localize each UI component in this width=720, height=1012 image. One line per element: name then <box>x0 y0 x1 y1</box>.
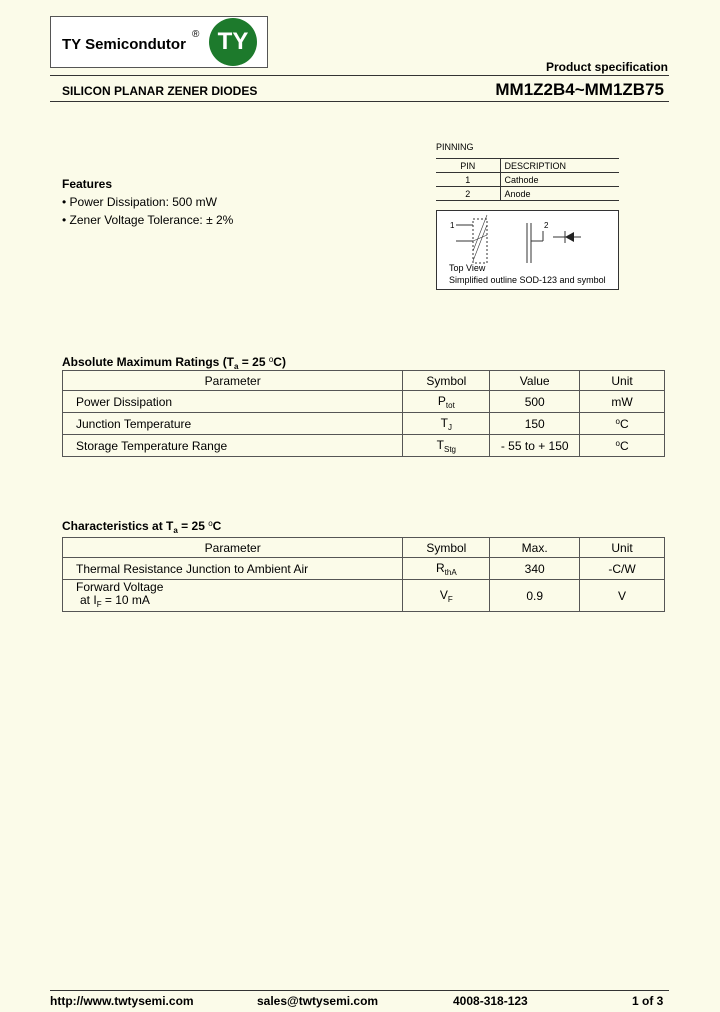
value-cell: - 55 to + 150 <box>490 435 580 457</box>
abs-max-table <box>62 370 665 457</box>
col-parameter: Parameter <box>63 371 403 391</box>
title-rule <box>50 101 669 102</box>
features-title: Features <box>62 177 113 191</box>
feature-item: • Zener Voltage Tolerance: ± 2% <box>62 213 234 227</box>
col-unit: Unit <box>580 371 665 391</box>
unit-cell: mW <box>580 391 665 413</box>
pinning-title: PINNING <box>436 142 474 152</box>
value-cell: 500 <box>490 391 580 413</box>
diagram-pin2-label: 2 <box>544 221 549 230</box>
header-rule <box>50 75 669 76</box>
logo-emblem: TY <box>209 18 257 66</box>
pin-header: PIN <box>436 159 500 173</box>
footer-url[interactable]: http://www.twtysemi.com <box>50 994 194 1008</box>
value-cell: 0.9 <box>490 580 580 612</box>
unit-cell: -C/W <box>580 558 665 580</box>
logo-brand: TY <box>62 36 81 53</box>
col-symbol: Symbol <box>403 371 490 391</box>
characteristics-table <box>62 537 665 612</box>
param-cell: Storage Temperature Range <box>63 435 403 457</box>
footer-rule <box>50 990 669 991</box>
diagram-caption-outline: Simplified outline SOD-123 and symbol <box>449 275 606 285</box>
symbol-cell: $T_J$ <box>403 413 490 435</box>
param-cell: Junction Temperature <box>63 413 403 435</box>
pin-description: Cathode <box>500 173 619 187</box>
logo-name: Semicondutor <box>85 36 186 53</box>
footer-email[interactable]: sales@twtysemi.com <box>257 994 379 1008</box>
table-row <box>63 391 665 413</box>
col-parameter: Parameter <box>63 538 403 558</box>
value-cell: 340 <box>490 558 580 580</box>
abs-max-title: Absolute Maximum Ratings ($T_a = 25$ $^o$C) <box>62 355 286 371</box>
unit-cell: $^o$C <box>580 413 665 435</box>
pinning-row <box>436 173 619 187</box>
col-symbol: Symbol <box>403 538 490 558</box>
table-header-row <box>63 371 665 391</box>
pin-description: Anode <box>500 187 619 201</box>
doc-subtitle: SILICON PLANAR ZENER DIODES <box>62 84 258 98</box>
param-cell: Power Dissipation <box>63 391 403 413</box>
pin-number: 2 <box>436 187 500 201</box>
characteristics-title: Characteristics at $T_a = 25$ $^o$C <box>62 519 222 535</box>
pinning-table <box>436 158 619 201</box>
logo-text <box>62 36 186 53</box>
symbol-cell: $R_{thA}$ <box>403 558 490 580</box>
col-value: Value <box>490 371 580 391</box>
diagram-caption-view: Top View <box>449 263 486 273</box>
part-number: MM1Z2B4~MM1ZB75 <box>495 80 664 99</box>
table-row <box>63 558 665 580</box>
registered-mark: ® <box>192 29 200 40</box>
pinning-header-row <box>436 159 619 173</box>
param-cell: Thermal Resistance Junction to Ambient Air <box>63 558 403 580</box>
page-number: 1 of 3 <box>632 994 664 1008</box>
table-header-row <box>63 538 665 558</box>
table-row <box>63 580 665 612</box>
pin-number: 1 <box>436 173 500 187</box>
col-unit: Unit <box>580 538 665 558</box>
unit-cell: V <box>580 580 665 612</box>
symbol-cell: $T_{Stg}$ <box>403 435 490 457</box>
param-cell: Forward Voltage at $I_F = 10$ mA <box>63 580 403 612</box>
pinning-row <box>436 187 619 201</box>
table-row <box>63 413 665 435</box>
feature-item: • Power Dissipation: 500 mW <box>62 195 217 209</box>
value-cell: 150 <box>490 413 580 435</box>
col-max: Max. <box>490 538 580 558</box>
unit-cell: $^o$C <box>580 435 665 457</box>
description-header: DESCRIPTION <box>500 159 619 173</box>
product-spec-label: Product specification <box>545 60 668 74</box>
symbol-cell: $V_F$ <box>403 580 490 612</box>
diagram-pin1-label: 1 <box>450 221 455 230</box>
footer-phone: 4008-318-123 <box>453 994 528 1008</box>
symbol-cell: $P_{tot}$ <box>403 391 490 413</box>
table-row <box>63 435 665 457</box>
